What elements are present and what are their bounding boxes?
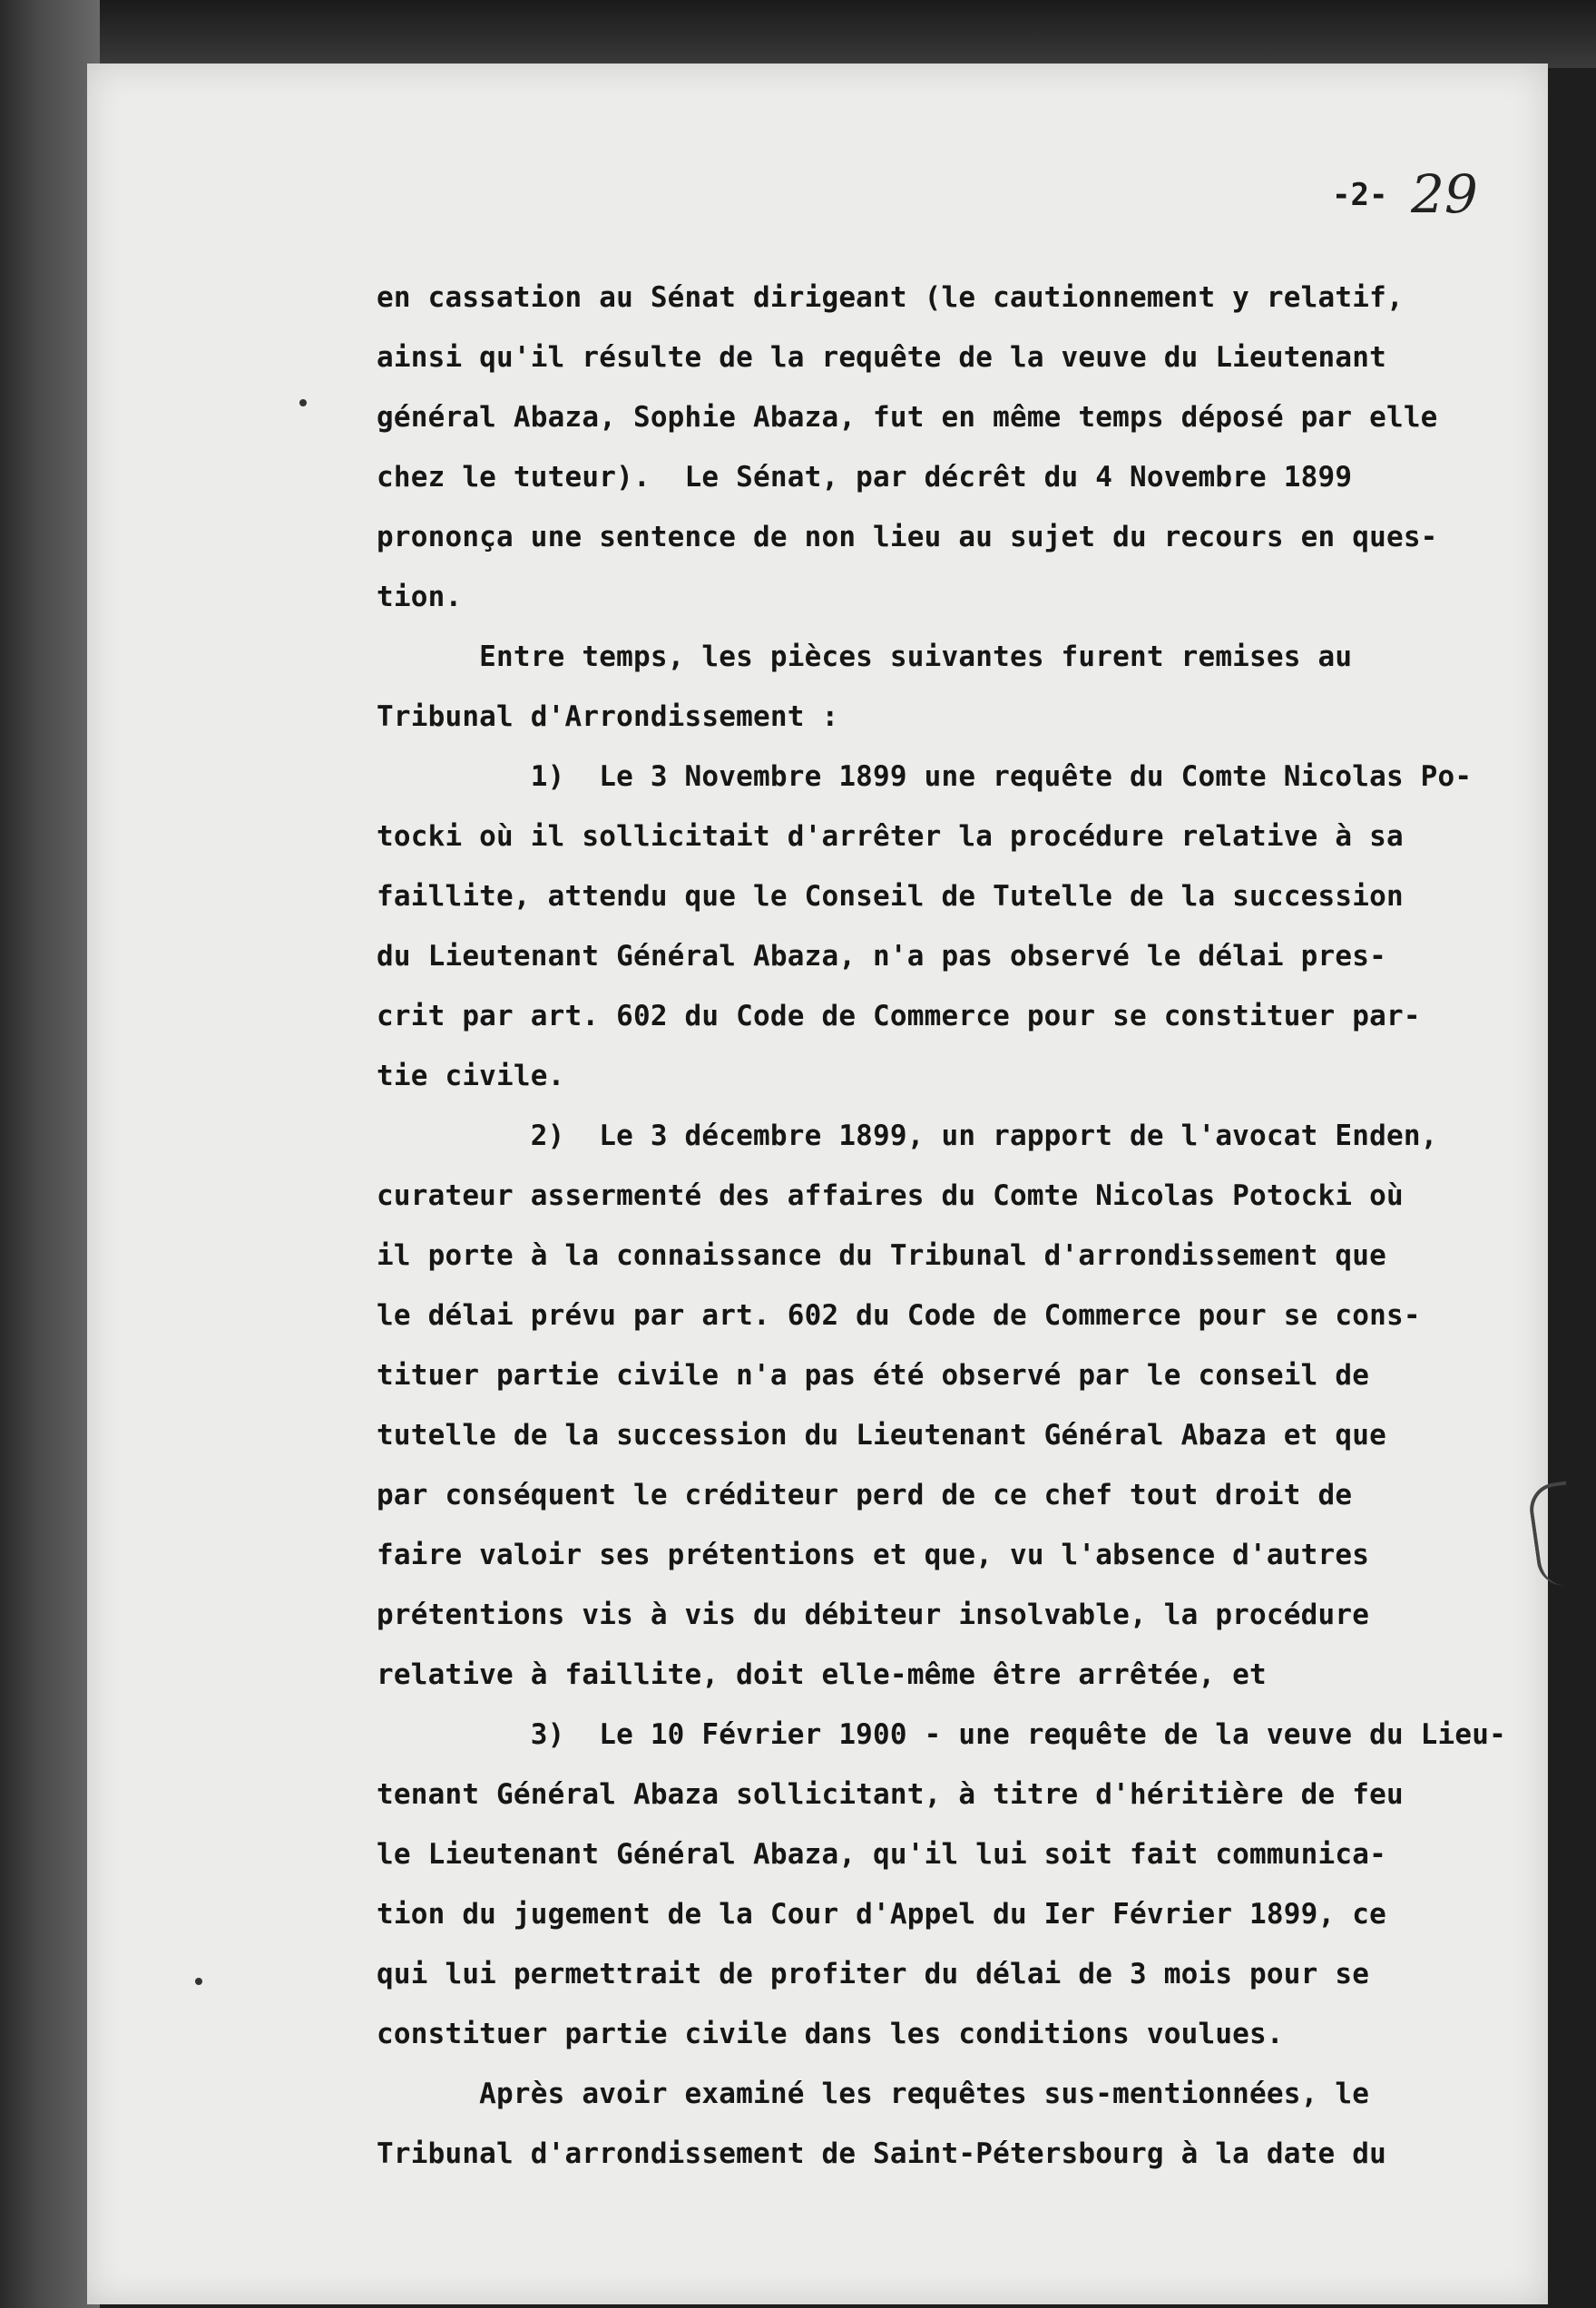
text-line: par conséquent le créditeur perd de ce chef tout droit de (377, 1479, 1353, 1511)
text-line: curateur assermenté des affaires du Comte Nicolas Potocki où (377, 1179, 1404, 1212)
scan-top-border (0, 0, 1596, 68)
text-line: Entre temps, les pièces suivantes furent remises au (377, 641, 1353, 673)
text-line: Tribunal d'Arrondissement : (377, 700, 839, 733)
text-line: 2) Le 3 décembre 1899, un rapport de l'avocat Enden, (377, 1120, 1438, 1152)
text-line: du Lieutenant Général Abaza, n'a pas observé le délai pres- (377, 940, 1386, 973)
text-line: chez le tuteur). Le Sénat, par décrêt du 4 Novembre 1899 (377, 461, 1353, 494)
scan-left-border (0, 0, 100, 2308)
text-line: en cassation au Sénat dirigeant (le cautionnement y relatif, (377, 281, 1404, 314)
text-line: tituer partie civile n'a pas été observé par le conseil de (377, 1359, 1370, 1392)
body-text (377, 268, 1506, 2184)
ink-dot (195, 1978, 202, 1985)
text-line: Après avoir examiné les requêtes sus-mentionnées, le (377, 2078, 1370, 2110)
text-line: Tribunal d'arrondissement de Saint-Pétersbourg à la date du (377, 2137, 1386, 2170)
text-line: crit par art. 602 du Code de Commerce pour se constituer par- (377, 1000, 1421, 1032)
text-line: relative à faillite, doit elle-même être arrêtée, et (377, 1658, 1267, 1691)
text-line: tutelle de la succession du Lieutenant Général Abaza et que (377, 1419, 1386, 1452)
text-line: général Abaza, Sophie Abaza, fut en même temps déposé par elle (377, 401, 1438, 434)
ink-dot (299, 399, 307, 406)
text-line: tie civile. (377, 1060, 565, 1092)
text-line: 3) Le 10 Février 1900 - une requête de la veuve du Lieu- (377, 1718, 1506, 1751)
text-line: faire valoir ses prétentions et que, vu l'absence d'autres (377, 1539, 1370, 1571)
page-number: -2- (1332, 177, 1388, 213)
text-line: le Lieutenant Général Abaza, qu'il lui soit fait communica- (377, 1838, 1386, 1871)
text-line: il porte à la connaissance du Tribunal d'arrondissement que (377, 1239, 1386, 1272)
text-line: tion. (377, 581, 463, 613)
text-line: le délai prévu par art. 602 du Code de Commerce pour se cons- (377, 1299, 1421, 1332)
text-line: ainsi qu'il résulte de la requête de la veuve du Lieutenant (377, 341, 1386, 374)
text-line: qui lui permettrait de profiter du délai de 3 mois pour se (377, 1958, 1370, 1990)
text-line: prétentions vis à vis du débiteur insolvable, la procédure (377, 1599, 1370, 1631)
text-line: prononça une sentence de non lieu au sujet du recours en ques- (377, 521, 1438, 553)
text-line: faillite, attendu que le Conseil de Tutelle de la succession (377, 880, 1404, 913)
folio-number: 29 (1411, 163, 1478, 225)
text-line: tocki où il sollicitait d'arrêter la procédure relative à sa (377, 820, 1404, 853)
text-line: constituer partie civile dans les conditions voulues. (377, 2018, 1284, 2050)
text-line: tion du jugement de la Cour d'Appel du Ier Février 1899, ce (377, 1898, 1386, 1931)
text-line: 1) Le 3 Novembre 1899 une requête du Comte Nicolas Po- (377, 760, 1473, 793)
text-line: tenant Général Abaza sollicitant, à titre d'héritière de feu (377, 1778, 1404, 1811)
